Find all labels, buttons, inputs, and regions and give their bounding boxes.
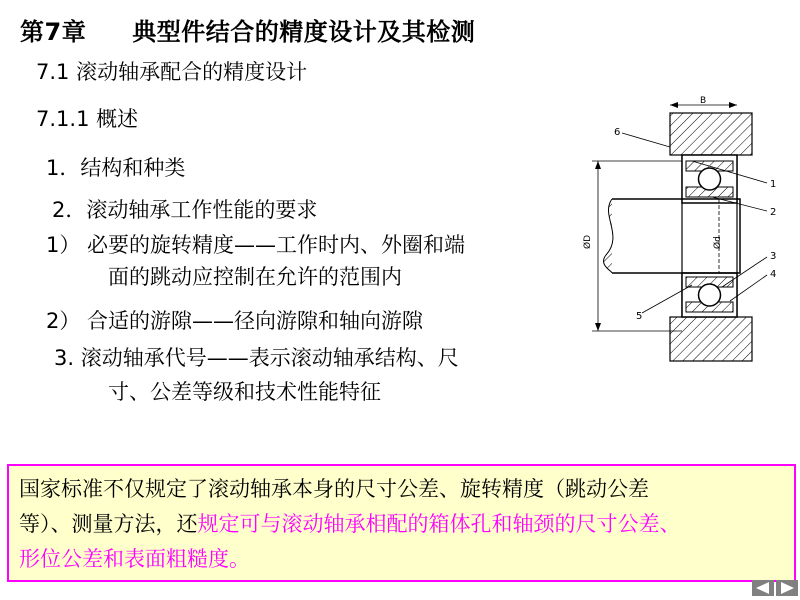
- arrow-left-icon: [752, 580, 774, 596]
- callout-line-2-plain: 等）、测量方法，还: [19, 512, 198, 536]
- item-rotation-accuracy-cont: 面的跳动应控制在允许的范围内: [108, 265, 402, 289]
- bearing-assembly-diagram: [582, 95, 792, 425]
- dim-outer-diameter-label: ØD: [583, 234, 593, 249]
- item-clearance: 2） 合适的游隙——径向游隙和轴向游隙: [46, 309, 424, 333]
- item-bearing-code-cont: 寸、公差等级和技术性能特征: [108, 380, 381, 404]
- callout-4: 4: [770, 269, 777, 280]
- callout-2: 2: [770, 207, 777, 218]
- item-rotation-accuracy: 1） 必要的旋转精度——工作时内、外圈和端: [46, 233, 466, 257]
- callout-6: 6: [614, 127, 621, 138]
- dim-b-label: B: [700, 96, 707, 106]
- item-bearing-code: 3. 滚动轴承代号——表示滚动轴承结构、尺: [54, 346, 459, 370]
- callout-line-2-highlight: 规定可与滚动轴承相配的箱体孔和轴颈的尺寸公差、: [197, 512, 681, 536]
- arrow-right-icon: [776, 580, 798, 596]
- section-7-1: 7.1 滚动轴承配合的精度设计: [36, 60, 308, 84]
- summary-callout: [7, 464, 796, 582]
- dim-inner-diameter-label: Ød: [713, 236, 723, 249]
- section-7-1-1: 7.1.1 概述: [36, 107, 139, 131]
- next-slide-button[interactable]: [776, 580, 798, 596]
- callout-5: 5: [636, 311, 643, 322]
- prev-slide-button[interactable]: [752, 580, 774, 596]
- item-structure: 1．结构和种类: [46, 156, 186, 180]
- chapter-title: 典型件结合的精度设计及其检测: [132, 18, 476, 46]
- chapter-label: 第7章: [20, 18, 87, 46]
- callout-line-2: [19, 507, 784, 542]
- page-title: [20, 12, 475, 47]
- callout-line-3: 形位公差和表面粗糙度。: [19, 547, 250, 571]
- callout-1: 1: [770, 179, 777, 190]
- callout-3: 3: [770, 251, 777, 262]
- callout-line-1: 国家标准不仅规定了滚动轴承本身的尺寸公差、旋转精度（跳动公差: [19, 477, 649, 501]
- item-requirements: 2．滚动轴承工作性能的要求: [52, 198, 318, 222]
